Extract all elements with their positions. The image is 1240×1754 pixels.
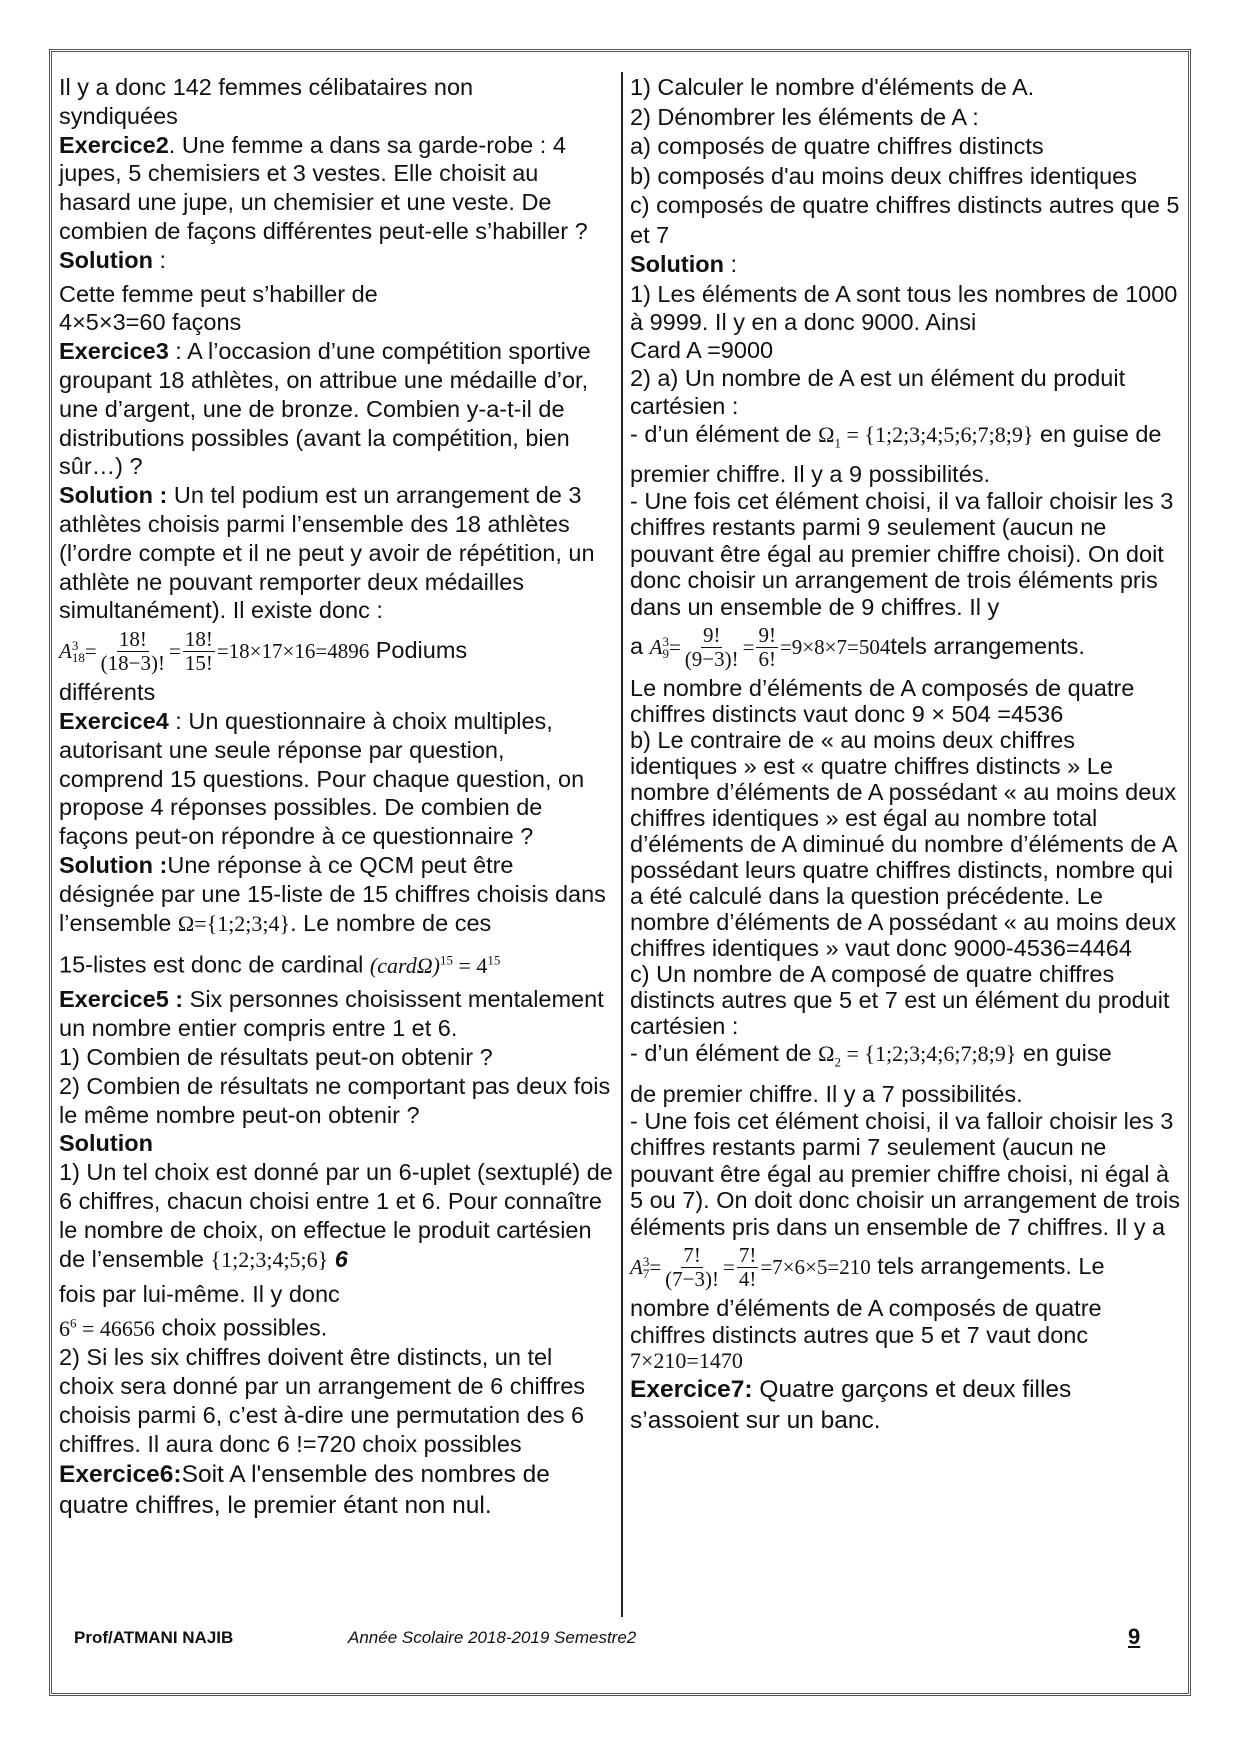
exercise-text: : Un questionnaire à choix multiples, autorisant une seule réponse par question, comprend 15 questions. Pour chaque question, on propose 4 réponses possibles. De combien de façons peut-on répondre à ce questionnaire ? — [59, 707, 585, 850]
formula-sup: 3 — [71, 637, 79, 653]
formula-sub: 7 — [642, 1265, 650, 1281]
exercise-7 — [630, 1374, 1182, 1436]
solution-label: Solution — [59, 1130, 153, 1157]
solution-text — [59, 1158, 613, 1274]
solution-text: Card A =9000 — [630, 336, 774, 363]
solution-3 — [59, 481, 613, 625]
arrangement-formula — [59, 628, 369, 675]
formula-sub: 9 — [662, 645, 669, 661]
formula-sub: 18 — [71, 649, 85, 665]
text-line: Il y a donc 142 femmes célibataires non — [59, 74, 474, 100]
formula-result: =9×8×7=504 — [779, 635, 891, 660]
formula-symbol: A — [59, 639, 72, 664]
school-year: Année Scolaire 2018-2019 Semestre2 — [348, 1628, 637, 1647]
equals: = — [84, 639, 97, 664]
fraction — [683, 624, 741, 671]
exercise-label: Exercice7: — [630, 1376, 753, 1404]
set-expression: {1;2;3;4;5;6} — [210, 1246, 329, 1272]
exercise-2 — [59, 131, 613, 246]
exercise-label: Exercice2 — [59, 131, 169, 158]
solution-text: 2) a) Un nombre de A est un élément du produit cartésien : — [630, 364, 1126, 419]
power-expression — [59, 1316, 155, 1341]
solution-text: - Une fois cet élément choisi, il va falloir choisir les 3 chiffres restants parmi 7 seulement (aucun ne pouvant être égal au premier chiffre choisi, ni égal à 5 ou 7). On doit donc choisir un arrangement de trois éléments pris dans un ensemble de 7 chiffres. Il y a — [630, 1107, 1180, 1240]
exercise-label: Exercice6: — [59, 1460, 182, 1488]
text-fragment: 15-listes est donc de cardinal — [59, 951, 364, 978]
solution-text: fois par lui-même. Il y donc — [59, 1281, 340, 1308]
arrangement-formula — [650, 624, 891, 671]
solution-heading — [59, 1129, 613, 1158]
question: 2) Dénombrer les éléments de A : — [630, 103, 979, 130]
solution-text — [630, 1039, 1182, 1077]
text-line: différents — [59, 679, 156, 706]
question: b) composés d'au moins deux chiffres identiques — [630, 162, 1137, 189]
text-fragment: 6 — [328, 1245, 348, 1272]
fraction — [756, 624, 778, 671]
text-fragment: Podiums — [369, 637, 468, 664]
text-fragment: 1) Un tel choix est donné par un 6-uplet (sextuplé) de 6 chiffres, chacun choisi entre 1 et 6. Pour connaître le nombre de choix, on effectue le produit cartésien de l’ensemble — [59, 1159, 613, 1272]
column-divider — [621, 72, 623, 1617]
set-expression — [818, 1041, 1017, 1070]
card-base: (cardΩ) — [369, 952, 440, 978]
text-fragment: choix possibles. — [154, 1314, 328, 1341]
omega-symbol: Ω — [818, 1041, 835, 1067]
page-number: 9 — [1128, 1624, 1141, 1649]
fraction — [663, 1244, 721, 1291]
numerator: 9! — [758, 623, 776, 648]
solution-text: b) Le contraire de « au moins deux chiffres identiques » est « quatre chiffres distincts » Le nombre d’éléments de A possédant « au moins deux chiffres identiques » est égal au nombre total d’éléments de A diminué du nombre d’éléments de A possédant leurs quatre chiffres distincts, nombre qui a été calculé dans la question précédente. Le nombre d’éléments de A possédant « au moins deux chiffres identiques » vaut donc 9000-4536=4464 — [630, 727, 1177, 962]
power-result: = 46656 — [76, 1315, 155, 1341]
numerator: 9! — [702, 623, 721, 648]
numerator: 7! — [738, 1243, 757, 1268]
formula-line — [630, 1244, 1182, 1291]
fraction — [737, 1244, 759, 1291]
question: a) composés de quatre chiffres distincts — [630, 133, 1044, 159]
text-fragment: - d’un élément de — [630, 1040, 812, 1067]
omega-subscript: 1 — [834, 434, 841, 450]
card-exponent: 15 — [439, 952, 453, 968]
text-fragment: tels arrangements. — [890, 633, 1085, 660]
exercise-text: Soit A l'ensemble des nombres de quatre chiffres, le premier étant non nul. — [59, 1460, 550, 1519]
fraction — [183, 628, 215, 675]
set-values: = {1;2;3;4;6;7;8;9} — [840, 1041, 1017, 1067]
solution-text: premier chiffre. Il y a 9 possibilités. — [630, 461, 991, 488]
formula-line — [630, 624, 1182, 671]
exercise-label: Exercice5 : — [59, 986, 184, 1013]
right-column — [630, 73, 1182, 1436]
solution-text — [59, 1309, 613, 1343]
formula-result: =7×6×5=210 — [760, 1255, 871, 1280]
equals: = — [723, 1255, 735, 1280]
text-fragment: - d’un élément de — [630, 420, 812, 447]
solution-text: 2) Si les six chiffres doivent être distincts, un tel choix sera donné par un arrangement de 6 chiffres choisis parmi 6, c’est à-dire une permutation des 6 chiffres. Il aura donc 6 !=720 choix possibles — [59, 1344, 586, 1457]
set-expression — [818, 421, 1034, 450]
question: 2) Combien de résultats ne comportant pas deux fois le même nombre peut-on obtenir ? — [59, 1072, 611, 1128]
exercise-text: . Une femme a dans sa garde-robe : 4 jupes, 5 chemisiers et 3 vestes. Elle choisit au hasard une jupe, un chemisier et une veste. De combien de façons différentes peut-elle s’habiller ? — [59, 131, 588, 244]
exercise-text: Six personnes choisissent mentalement un nombre entier compris entre 1 et 6. — [59, 986, 604, 1042]
solution-text: c) Un nombre de A composé de quatre chiffres distincts autres que 5 et 7 est un élément du produit cartésien : — [630, 961, 1170, 1040]
set-values: = {1;2;3;4;5;6;7;8;9} — [840, 421, 1034, 447]
fraction — [99, 628, 167, 675]
card-expression — [370, 953, 501, 978]
exercise-3 — [59, 337, 613, 481]
exercise-text: : A l’occasion d’une compétition sportive groupant 18 athlètes, on attribue une médaille d’or, une d’argent, une de bronze. Combien y-a-t-il de distributions possibles (avant la compétition, bien sûr…) ? — [59, 338, 591, 480]
denominator: 4! — [738, 1267, 757, 1292]
equals: = — [742, 635, 755, 660]
numerator: 7! — [683, 1243, 701, 1268]
solution-heading — [59, 246, 613, 275]
solution-text: Un tel podium est un arrangement de 3 athlètes choisis parmi l’ensemble des 18 athlètes (l’ordre compte et il ne peut y avoir de répétition, un athlète ne pouvant remporter deux médailles simultanément). Il existe donc : — [59, 482, 595, 624]
colon: : — [152, 246, 167, 273]
solution-4 — [59, 851, 613, 938]
power-exponent: 6 — [70, 1315, 77, 1331]
left-column — [59, 73, 613, 1521]
formula-symbol: A — [630, 1255, 643, 1280]
solution-text — [630, 420, 1182, 458]
solution-label: Solution — [630, 251, 724, 277]
text-line: syndiquées — [59, 102, 178, 129]
exercise-4 — [59, 707, 613, 851]
exercise-label: Exercice4 — [59, 707, 169, 734]
solution-text: nombre d’éléments de A composés de quatre chiffres distincts autres que 5 et 7 vaut donc — [630, 1295, 1102, 1348]
formula-result: =18×17×16=4896 — [216, 639, 370, 664]
card-exponent: 15 — [487, 952, 501, 968]
solution-heading — [630, 250, 1182, 280]
question: 1) Combien de résultats peut-on obtenir ? — [59, 1044, 493, 1071]
question: 1) Calculer le nombre d'éléments de A. — [630, 74, 1035, 100]
formula-sup: 3 — [662, 633, 669, 649]
colon: : — [723, 251, 738, 277]
omega-symbol: Ω — [818, 421, 835, 447]
exercise-text: Quatre garçons et deux filles s’assoient sur un banc. — [630, 1376, 1072, 1435]
denominator: 15! — [184, 651, 213, 676]
equals: = — [668, 635, 681, 660]
text-fragment: a — [630, 633, 644, 660]
final-expression: 7×210=1470 — [630, 1348, 743, 1374]
set-expression: Ω={1;2;3;4} — [177, 910, 291, 936]
solution-text: Cette femme peut s’habiller de — [59, 280, 378, 307]
exercise-label: Exercice3 — [59, 338, 169, 365]
solution-label: Solution — [59, 246, 153, 273]
formula-sup: 3 — [642, 1253, 650, 1269]
question: c) composés de quatre chiffres distincts autres que 5 et 7 — [630, 192, 1180, 248]
omega-subscript: 2 — [834, 1054, 841, 1070]
denominator: (18−3)! — [100, 651, 165, 676]
text-fragment: . Le nombre de ces — [290, 909, 492, 936]
numerator: 18! — [118, 627, 147, 652]
equals: = — [649, 1255, 662, 1280]
formula-symbol: A — [649, 635, 663, 660]
exercise-6 — [59, 1459, 613, 1521]
text-fragment: en guise de — [1033, 420, 1162, 447]
text-fragment: en guise — [1016, 1040, 1112, 1067]
denominator: 6! — [758, 647, 776, 672]
card-equals: = 4 — [452, 952, 488, 978]
arrangement-formula — [630, 1244, 871, 1291]
solution-text: Le nombre d’éléments de A composés de quatre chiffres distincts vaut donc 9 × 504 =4536 — [630, 675, 1135, 728]
solution-text: de premier chiffre. Il y a 7 possibilités. — [630, 1081, 1023, 1108]
author-name: Prof/ATMANI NAJIB — [74, 1628, 234, 1647]
exercise-5 — [59, 985, 613, 1043]
formula-line — [59, 628, 613, 675]
equals: = — [169, 639, 181, 664]
numerator: 18! — [184, 627, 213, 652]
solution-label: Solution : — [59, 851, 168, 878]
solution-text: 4×5×3=60 façons — [59, 309, 242, 336]
solution-label: Solution : — [59, 482, 168, 509]
denominator: (9−3)! — [684, 647, 739, 672]
text-fragment: tels arrangements. Le — [870, 1253, 1105, 1280]
solution-text: Une réponse à ce QCM peut être désignée par une 15-liste de 15 chiffres choisis dans l’ensemble — [59, 851, 606, 936]
power-base: 6 — [59, 1315, 70, 1341]
solution-text: - Une fois cet élément choisi, il va falloir choisir les 3 chiffres restants parmi 9 seulement (aucun ne pouvant être égal au premier chiffre choisi). On doit donc choisir un arrangement de trois éléments pris dans un ensemble de 9 chiffres. Il y — [630, 487, 1174, 620]
solution-text: 1) Les éléments de A sont tous les nombres de 1000 à 9999. Il y en a donc 9000. Ainsi — [630, 280, 1178, 335]
denominator: (7−3)! — [665, 1267, 719, 1292]
solution-text — [59, 946, 613, 980]
